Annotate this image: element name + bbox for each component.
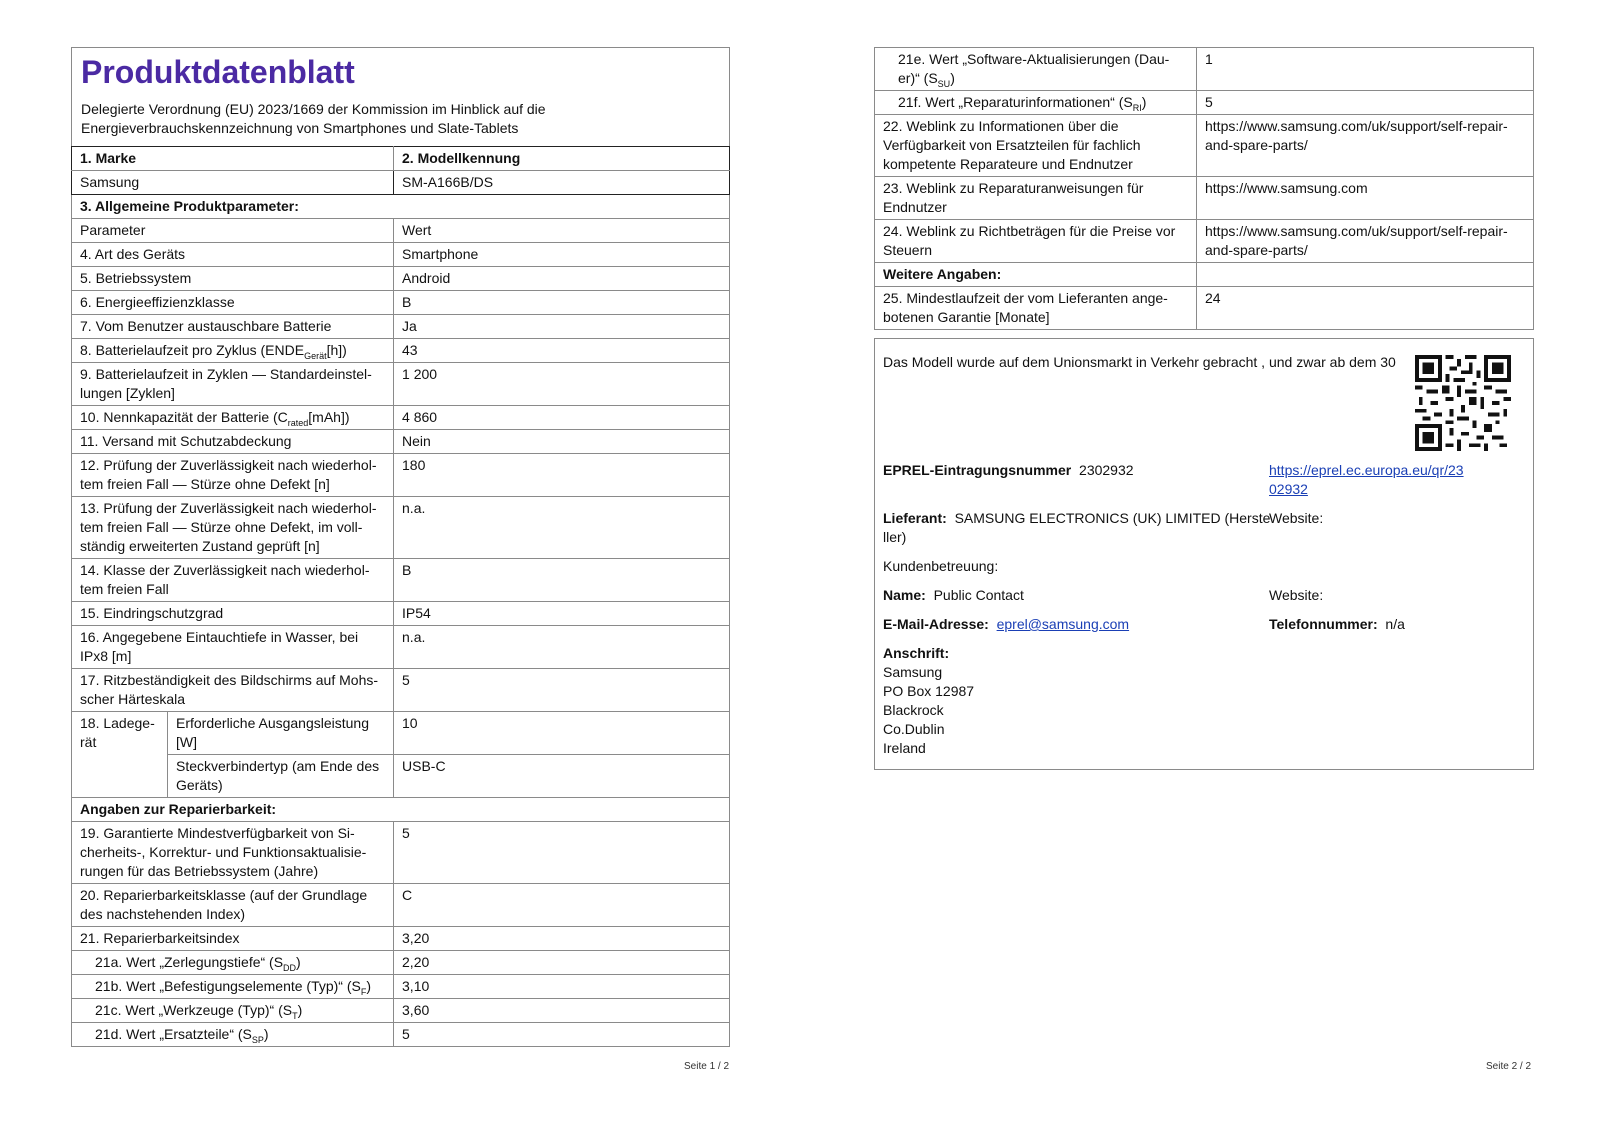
row-label (875, 91, 1197, 115)
product-table-continued (874, 47, 1534, 330)
row-label (72, 602, 394, 626)
row-label-tail: ) (297, 1002, 303, 1018)
table-header-row (72, 219, 730, 243)
market-text: Das Modell wurde auf dem Unionsmarkt in Verkehr gebracht , und zwar ab dem 30 (883, 354, 1396, 370)
warranty-value: 24 (1197, 287, 1534, 330)
datasheet-page-2 (874, 47, 1534, 330)
row-label (72, 669, 394, 712)
table-row (72, 406, 730, 430)
row-label (72, 999, 394, 1023)
table-row (72, 243, 730, 267)
row-label (875, 115, 1197, 177)
row-label-text: 15. Eindringschutzgrad (80, 605, 224, 621)
general-heading: 3. Allgemeine Produktparameter: (72, 195, 730, 219)
row-value: https://www.samsung.com/uk/support/self-repair-and-spare-parts/ (1197, 115, 1534, 177)
row-label (72, 884, 394, 927)
row-value: 4 860 (394, 406, 730, 430)
row-label-text: 9. Batterielaufzeit in Zyklen — Standardeinstel-lungen [Zyklen] (80, 366, 372, 401)
support-label: Kundenbetreuung: (883, 558, 999, 574)
row-value: https://www.samsung.com/uk/support/self-repair-and-spare-parts/ (1197, 220, 1534, 263)
charger-row-2 (72, 755, 730, 798)
row-label-tail: ) (296, 954, 301, 970)
table-row (72, 822, 730, 884)
supplier-value-line-1: SAMSUNG ELECTRONICS (UK) LIMITED (Herste (954, 510, 1271, 526)
address-line: Ireland (883, 740, 926, 756)
table-row (72, 602, 730, 626)
table-row (875, 91, 1534, 115)
row-value: Android (394, 267, 730, 291)
general-rows (72, 243, 730, 712)
table-row (72, 430, 730, 454)
table-row (72, 291, 730, 315)
eprel-number-line (883, 461, 1134, 480)
table-row (72, 1023, 730, 1047)
row-label (875, 48, 1197, 91)
table-row (72, 927, 730, 951)
warranty-row (875, 287, 1534, 330)
further-heading-row (875, 263, 1534, 287)
row-label-subscript: F (360, 986, 367, 997)
eprel-info-box (874, 338, 1534, 770)
row-label-tail: [h]) (326, 342, 347, 358)
table-row (72, 975, 730, 999)
contact-name-line (883, 586, 1024, 605)
row-value: IP54 (394, 602, 730, 626)
row-label (72, 975, 394, 999)
row-value: 3,20 (394, 927, 730, 951)
row-label-tail: [mAh]) (308, 409, 350, 425)
row-label-tail: ) (366, 978, 372, 994)
row-label-text: 10. Nennkapazität der Batterie (C (80, 409, 288, 425)
row-value: Nein (394, 430, 730, 454)
row-label-text: 21d. Wert „Ersatzteile“ (S (95, 1026, 252, 1042)
phone-value: n/a (1385, 616, 1405, 632)
table-row (72, 339, 730, 363)
row-label (72, 951, 394, 975)
row-label-text: 22. Weblink zu Informationen über die Verfügbarkeit von Ersatzteilen für fachlich kompetente Reparateure und Endnutzer (883, 118, 1141, 172)
row-label-text: 14. Klasse der Zuverlässigkeit nach wiederhol-tem freien Fall (80, 562, 370, 597)
brand-label: 1. Marke (72, 147, 394, 171)
email-link[interactable]: eprel@samsung.com (996, 616, 1130, 632)
row-label-text: 13. Prüfung der Zuverlässigkeit nach wiederhol-tem freien Fall — Stürze ohne Defekt, im voll-ständig erweiterten Zustand geprüft [n] (80, 500, 377, 554)
name-label: Name: (883, 587, 926, 603)
name-value: Public Contact (933, 587, 1024, 603)
general-heading-row (72, 195, 730, 219)
table-row (72, 559, 730, 602)
row-label-text: 21a. Wert „Zerlegungstiefe“ (S (95, 954, 284, 970)
supplier-label: Lieferant: (883, 510, 947, 526)
supplier-value-line-2: ller) (883, 529, 907, 545)
row-label (72, 291, 394, 315)
row-label-subscript: SP (251, 1034, 264, 1045)
row-label-text: 12. Prüfung der Zuverlässigkeit nach wiederhol-tem freien Fall — Stürze ohne Defekt [n] (80, 457, 377, 492)
column-header-param: Parameter (72, 219, 394, 243)
subtitle (81, 100, 720, 138)
row-label (72, 927, 394, 951)
further-heading: Weitere Angaben: (875, 263, 1197, 287)
row-label (875, 220, 1197, 263)
row-label (72, 406, 394, 430)
email-line (883, 615, 1129, 634)
row-label-text: 5. Betriebssystem (80, 270, 192, 286)
charger-param-value: USB-C (394, 755, 730, 798)
row-label (72, 454, 394, 497)
row-value: 5 (1197, 91, 1534, 115)
table-row (72, 497, 730, 559)
table-row (72, 999, 730, 1023)
brand-value-row (72, 171, 730, 195)
row-label-text: 21f. Wert „Reparaturinformationen“ (S (898, 94, 1133, 110)
row-label-text: 23. Weblink zu Reparaturanweisungen für Endnutzer (883, 180, 1144, 215)
row-label-text: 8. Batterielaufzeit pro Zyklus (ENDE (80, 342, 305, 358)
row-label (72, 363, 394, 406)
address-line: PO Box 12987 (883, 683, 975, 699)
row-label (875, 177, 1197, 220)
charger-param-label: Steckverbindertyp (am Ende des Geräts) (168, 755, 394, 798)
eprel-value: 2302932 (1079, 462, 1134, 478)
row-label-tail: ) (263, 1026, 269, 1042)
row-label-text: 24. Weblink zu Richtbeträgen für die Preise vor Steuern (883, 223, 1176, 258)
row-value: 1 (1197, 48, 1534, 91)
eprel-link[interactable] (1269, 461, 1464, 499)
address-line: Co.Dublin (883, 721, 945, 737)
table-row (875, 220, 1534, 263)
row-value: 5 (394, 822, 730, 884)
row-label-text: 19. Garantierte Mindestverfügbarkeit von Si-cherheits-, Korrektur- und Funktionsaktualisie-rungen für das Betriebssystem (Jahre) (80, 825, 367, 879)
page-number-1: Seite 1 / 2 (684, 1061, 730, 1072)
row-value: 180 (394, 454, 730, 497)
row-label-subscript: DD (283, 962, 297, 973)
datasheet-page-1 (71, 47, 730, 1047)
row-label-subscript: rated (287, 417, 309, 428)
subtitle-line-1: Delegierte Verordnung (EU) 2023/1669 der Kommission im Hinblick auf die (81, 101, 546, 117)
brand-header-row (72, 147, 730, 171)
repair-heading-row (72, 798, 730, 822)
warranty-label: 25. Mindestlaufzeit der vom Lieferanten ange-botenen Garantie [Monate] (875, 287, 1197, 330)
row-value: 3,60 (394, 999, 730, 1023)
row-value: B (394, 559, 730, 602)
row-value: Smartphone (394, 243, 730, 267)
table-row (72, 626, 730, 669)
row-value: B (394, 291, 730, 315)
row-label-text: 21. Reparierbarkeitsindex (80, 930, 240, 946)
repair-heading: Angaben zur Reparierbarkeit: (72, 798, 730, 822)
supplier-line (883, 509, 1270, 547)
row-value: 5 (394, 669, 730, 712)
row-value: 2,20 (394, 951, 730, 975)
row-label (72, 822, 394, 884)
table-row (72, 951, 730, 975)
brand-value: Samsung (72, 171, 394, 195)
model-label: 2. Modellkennung (394, 147, 730, 171)
row-label (72, 497, 394, 559)
row-value: n.a. (394, 497, 730, 559)
row-label (72, 267, 394, 291)
row-label-text: 21c. Wert „Werkzeuge (Typ)“ (S (95, 1002, 293, 1018)
row-label (72, 1023, 394, 1047)
row-label-subscript: Gerät (304, 350, 327, 361)
row-value: n.a. (394, 626, 730, 669)
row-label-text: 20. Reparierbarkeitsklasse (auf der Grundlage des nachstehenden Index) (80, 887, 368, 922)
table-row (72, 315, 730, 339)
table-row (72, 884, 730, 927)
row-value: C (394, 884, 730, 927)
row-label-tail: ) (950, 70, 955, 86)
repair-rows (72, 822, 730, 1047)
email-label: E-Mail-Adresse: (883, 616, 989, 632)
row-label-subscript: RI (1132, 102, 1142, 113)
row-label-text: 7. Vom Benutzer austauschbare Batterie (80, 318, 332, 334)
address-block (883, 644, 974, 758)
table-row (72, 454, 730, 497)
row-value: 43 (394, 339, 730, 363)
header-box (71, 47, 730, 146)
product-table (71, 146, 730, 1047)
row-label (72, 430, 394, 454)
table-row (875, 115, 1534, 177)
phone-line (1269, 615, 1405, 634)
table-row (875, 177, 1534, 220)
row-label-text: 21b. Wert „Befestigungselemente (Typ)“ (S (95, 978, 361, 994)
page2-rows (875, 48, 1534, 263)
page-title: Produktdatenblatt (81, 54, 355, 90)
row-label-text: 4. Art des Geräts (80, 246, 186, 262)
row-value: 1 200 (394, 363, 730, 406)
table-row (72, 267, 730, 291)
charger-label: 18. Ladege-rät (72, 712, 168, 798)
page-number-2: Seite 2 / 2 (1486, 1061, 1532, 1072)
row-label-subscript: SU (937, 78, 951, 89)
row-label-tail: ) (1141, 94, 1147, 110)
eprel-link-line-2[interactable]: 02932 (1269, 481, 1308, 497)
table-row (72, 363, 730, 406)
row-value: Ja (394, 315, 730, 339)
address-label: Anschrift: (883, 645, 950, 661)
address-line: Blackrock (883, 702, 944, 718)
row-label-text: 16. Angegebene Eintauchtiefe in Wasser, bei IPx8 [m] (80, 629, 359, 664)
phone-label: Telefonnummer: (1269, 616, 1378, 632)
row-label (72, 243, 394, 267)
website-label: Website: (1269, 510, 1324, 526)
eprel-label: EPREL-Eintragungsnummer (883, 462, 1072, 478)
row-value: 3,10 (394, 975, 730, 999)
model-value: SM-A166B/DS (394, 171, 730, 195)
row-value: 5 (394, 1023, 730, 1047)
eprel-link-line-1[interactable]: https://eprel.ec.europa.eu/qr/23 (1269, 462, 1464, 478)
charger-param-label: Erforderliche Ausgangsleistung [W] (168, 712, 394, 755)
row-label (72, 339, 394, 363)
row-value: https://www.samsung.com (1197, 177, 1534, 220)
table-row (875, 48, 1534, 91)
row-label (72, 559, 394, 602)
table-row (72, 669, 730, 712)
row-label-text: 21e. Wert „Software-Aktualisierungen (Dau-er)“ (S (898, 51, 1170, 86)
website-label-2: Website: (1269, 587, 1324, 603)
subtitle-line-2: Energieverbrauchskennzeichnung von Smartphones und Slate-Tablets (81, 120, 519, 136)
row-label-text: 11. Versand mit Schutzabdeckung (80, 433, 292, 449)
empty-cell (1197, 263, 1534, 287)
column-header-value: Wert (394, 219, 730, 243)
row-label (72, 626, 394, 669)
charger-param-value: 10 (394, 712, 730, 755)
row-label-text: 6. Energieeffizienzklasse (80, 294, 235, 310)
row-label-subscript: T (292, 1010, 298, 1021)
address-line: Samsung (883, 664, 943, 680)
row-label-text: 17. Ritzbeständigkeit des Bildschirms auf Mohs-scher Härteskala (80, 672, 379, 707)
row-label (72, 315, 394, 339)
qr-code-icon[interactable] (1415, 355, 1511, 451)
charger-row-1 (72, 712, 730, 755)
